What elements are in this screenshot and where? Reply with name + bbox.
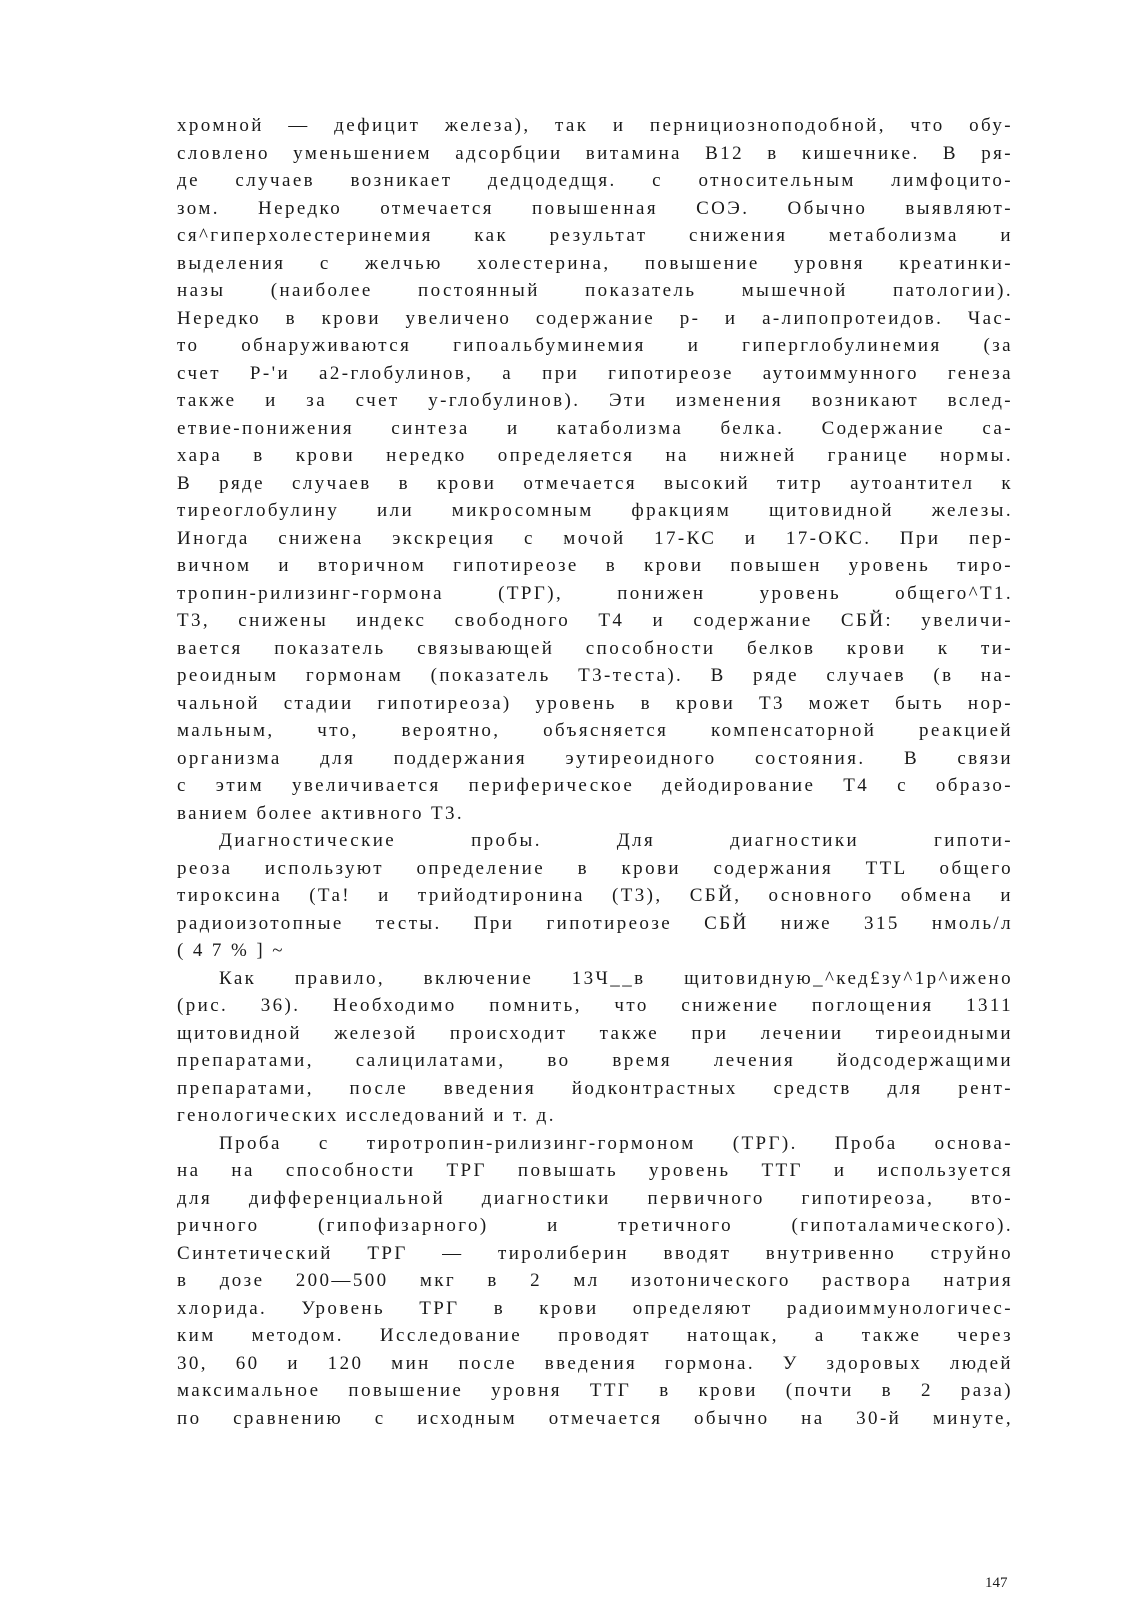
text-line: Иногда снижена экскреция с мочой 17-КС и 17-ОКС. При пер- [177, 527, 1013, 549]
text-line: то обнаруживаются гипоальбуминемия и гиперглобулинемия (за [177, 335, 1013, 356]
text-line: хромной — дефицит железа), так и пернициозноподобной, что обу- [177, 115, 1013, 136]
text-line: мальным, что, вероятно, объясняется компенсаторной реакцией [177, 720, 1013, 741]
text-line: ричного (гипофизарного) и третичного (гипоталамического). [177, 1215, 1013, 1236]
text-line: тироксина (Та! и трийодтиронина (Т3), СБЙ, основного обмена и [177, 885, 1013, 906]
text-line: реоза используют определение в крови содержания TTL общего [177, 857, 1013, 879]
text-line: Как правило, включение 13Ч__в щитовидную_^кед£зу^1р^ижено [219, 967, 1013, 989]
text-line: вичном и вторичном гипотиреозе в крови повышен уровень тиро- [177, 555, 1013, 576]
text-line: препаратами, салицилатами, во время лечения йодсодержащими [177, 1050, 1013, 1071]
text-line: вается показатель связывающей способности белков крови к ти- [177, 637, 1013, 659]
text-line: ся^гиперхолестеринемия как результат снижения метаболизма и [177, 225, 1013, 246]
text-line: В ряде случаев в крови отмечается высокий титр аутоантител к [177, 472, 1013, 494]
text-line: ( 4 7 % ] ~ [177, 940, 285, 961]
text-line: препаратами, после введения йодконтрастных средств для рент- [177, 1077, 1013, 1099]
text-line: чальной стадии гипотиреоза) уровень в крови Т3 может быть нор- [177, 692, 1013, 714]
text-line: счет Р-'и а2-глобулинов, а при гипотиреозе аутоиммунного генеза [177, 362, 1013, 384]
text-line: Т3, снижены индекс свободного Т4 и содержание СБЙ: увеличи- [177, 610, 1013, 631]
text-line: в дозе 200—500 мкг в 2 мл изотонического раствора натрия [177, 1270, 1013, 1291]
text-line: хлорида. Уровень ТРГ в крови определяют радиоиммунологичес- [177, 1297, 1013, 1319]
text-line: выделения с желчью холестерина, повышение уровня креатинки- [177, 252, 1013, 274]
text-line: 30, 60 и 120 мин после введения гормона. У здоровых людей [177, 1352, 1013, 1374]
text-line: на на способности ТРГ повышать уровень ТТГ и используется [177, 1160, 1013, 1181]
text-line: назы (наиболее постоянный показатель мышечной патологии). [177, 280, 1013, 301]
text-line: также и за счет у-глобулинов). Эти изменения возникают вслед- [177, 390, 1013, 411]
text-line: с этим увеличивается периферическое дейодирование Т4 с образо- [177, 775, 1013, 796]
text-line: для дифференциальной диагностики первичного гипотиреоза, вто- [177, 1187, 1013, 1209]
text-line: тиреоглобулину или микросомным фракциям щитовидной железы. [177, 500, 1013, 521]
page-number: 147 [985, 1575, 1008, 1591]
text-line: щитовидной железой происходит также при лечении тиреоидными [177, 1022, 1013, 1044]
text-line: де случаев возникает дедцодедщя. с относительным лимфоцито- [177, 170, 1013, 191]
text-line: (рис. 36). Необходимо помнить, что снижение поглощения 1311 [177, 995, 1013, 1016]
text-line: зом. Нередко отмечается повышенная СОЭ. Обычно выявляют- [177, 197, 1013, 219]
text-line: по сравнению с исходным отмечается обычно на 30-й минуте, [177, 1407, 1013, 1429]
text-line: реоидным гормонам (показатель Т3-теста). В ряде случаев (в на- [177, 665, 1013, 686]
text-line: тропин-рилизинг-гормона (ТРГ), понижен уровень общего^Т1. [177, 582, 1013, 604]
text-line: ким методом. Исследование проводят натощак, а также через [177, 1325, 1013, 1346]
text-line: Диагностические пробы. Для диагностики гипоти- [219, 830, 1013, 851]
text-line: Нередко в крови увеличено содержание р- и а-липопротеидов. Час- [177, 307, 1013, 329]
text-line: хара в крови нередко определяется на нижней границе нормы. [177, 445, 1013, 466]
text-line: ванием более активного Т3. [177, 802, 465, 824]
text-line: словлено уменьшением адсорбции витамина В12 в кишечнике. В ря- [177, 142, 1013, 164]
text-line: организма для поддержания эутиреоидного состояния. В связи [177, 747, 1013, 769]
text-line: максимальное повышение уровня ТТГ в крови (почти в 2 раза) [177, 1380, 1013, 1401]
text-line: Проба с тиротропин-рилизинг-гормоном (ТРГ). Проба основа- [219, 1132, 1013, 1154]
text-line: генологических исследований и т. д. [177, 1105, 556, 1126]
text-line: радиоизотопные тесты. При гипотиреозе СБЙ ниже 315 нмоль/л [177, 912, 1013, 934]
text-line: Синтетический ТРГ — тиролиберин вводят внутривенно струйно [177, 1242, 1013, 1264]
text-line: етвие-понижения синтеза и катаболизма белка. Содержание са- [177, 417, 1013, 439]
